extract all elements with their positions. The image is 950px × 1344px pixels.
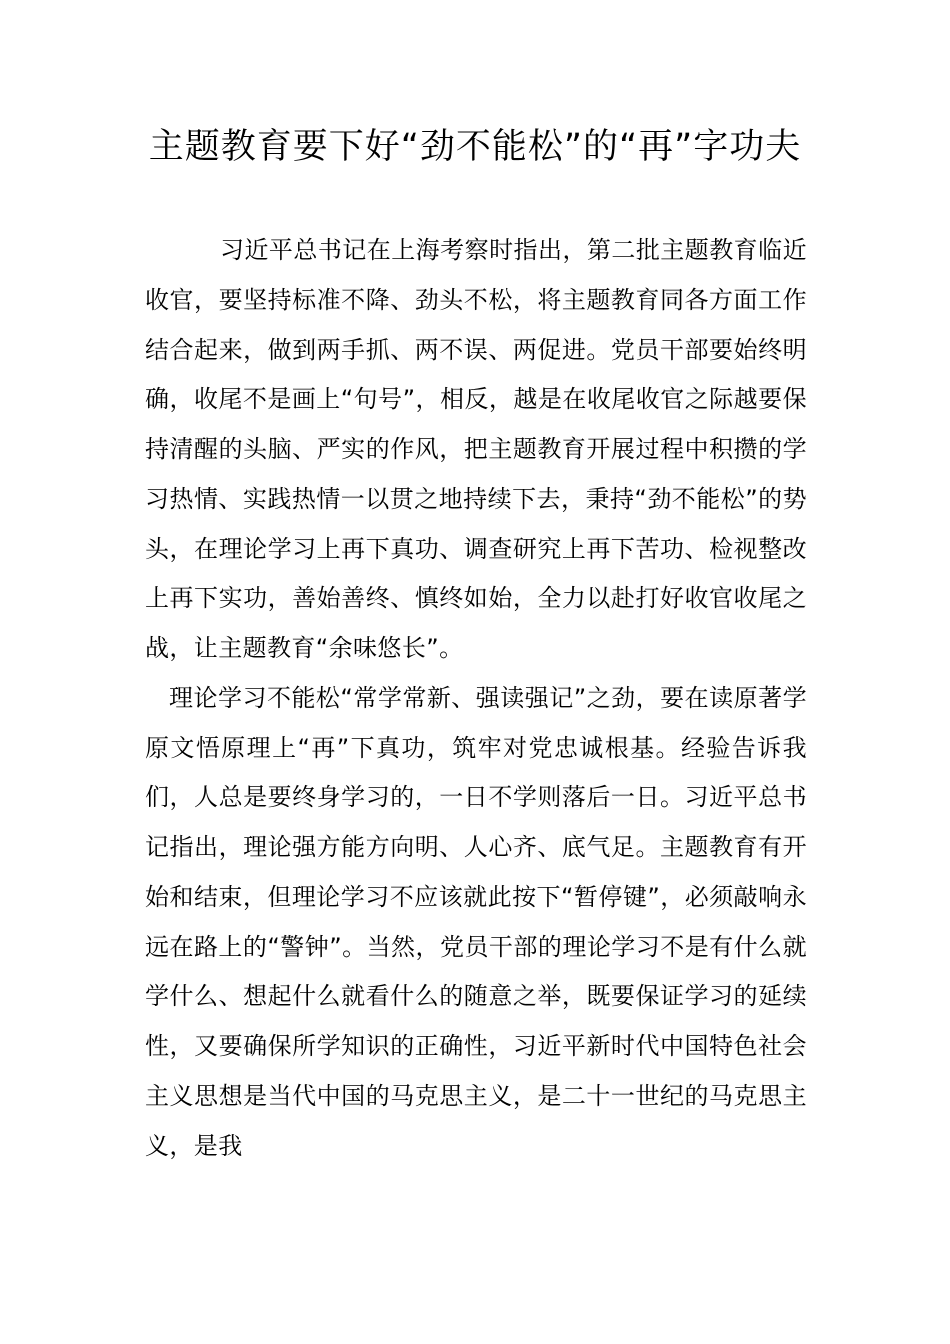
document-body [145, 226, 807, 1171]
paragraph-theory-study: 理论学习不能松“常学常新、强读强记”之劲，要在读原著学原文悟原理上“再”下真功，筑牢对党忠诚根基。经验告诉我们，人总是要终身学习的，一日不学则落后一日。习近平总书记指出，理论强方能方向明、人心齐、底气足。主题教育有开始和结束，但理论学习不应该就此按下“暂停键”，必须敲响永远在路上的“警钟”。当然，党员干部的理论学习不是有什么就学什么、想起什么就看什么的随意之举，既要保证学习的延续性，又要确保所学知识的正确性，习近平新时代中国特色社会主义思想是当代中国的马克思主义，是二十一世纪的马克思主义，是我 [145, 683, 807, 1160]
paragraph-intro: 习近平总书记在上海考察时指出，第二批主题教育临近收官，要坚持标准不降、劲头不松，将主题教育同各方面工作结合起来，做到两手抓、两不误、两促进。党员干部要始终明确，收尾不是画上“句号”，相反，越是在收尾收官之际越要保持清醒的头脑、严实的作风，把主题教育开展过程中积攒的学习热情、实践热情一以贯之地持续下去，秉持“劲不能松”的势头，在理论学习上再下真功、调查研究上再下苦功、检视整改上再下实功，善始善终、慎终如始，全力以赴打好收官收尾之战，让主题教育“余味悠长”。 [145, 236, 807, 662]
document-title: 主题教育要下好“劲不能松”的“再”字功夫 [148, 127, 802, 167]
